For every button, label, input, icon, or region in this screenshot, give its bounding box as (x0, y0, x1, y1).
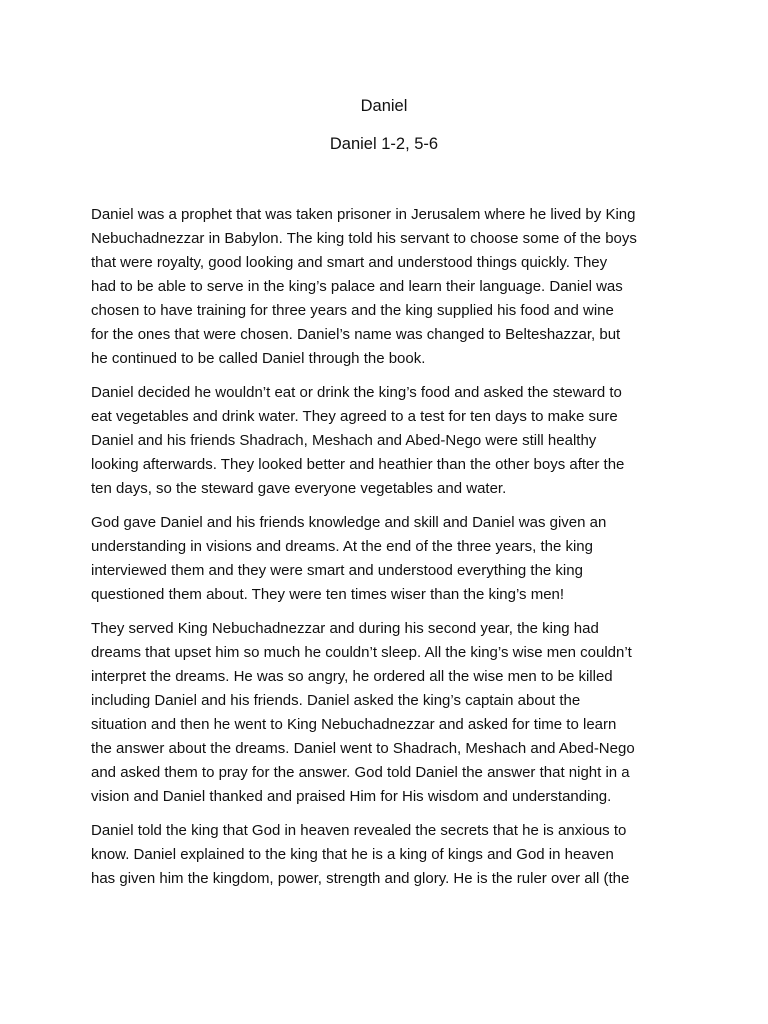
paragraph-5 (91, 819, 691, 891)
text-line: vision and Daniel thanked and praised Him for His wisdom and understanding. (91, 788, 612, 805)
paragraph-1 (91, 203, 691, 371)
paragraph-2 (91, 381, 691, 501)
text-line: questioned them about. They were ten times wiser than the king’s men! (91, 586, 565, 603)
text-line: Daniel decided he wouldn’t eat or drink the king’s food and asked the steward to (91, 384, 622, 401)
text-line: he continued to be called Daniel through the book. (91, 350, 426, 367)
text-line: Daniel and his friends Shadrach, Meshach and Abed-Nego were still healthy (91, 432, 597, 449)
text-line: the answer about the dreams. Daniel went to Shadrach, Meshach and Abed-Nego (91, 740, 635, 757)
text-line: Daniel was a prophet that was taken prisoner in Jerusalem where he lived by King (91, 206, 636, 223)
document-title: Daniel (360, 97, 408, 115)
text-line: Nebuchadnezzar in Babylon. The king told his servant to choose some of the boys (91, 230, 637, 247)
text-line: had to be able to serve in the king’s palace and learn their language. Daniel was (91, 278, 623, 295)
text-line: They served King Nebuchadnezzar and during his second year, the king had (91, 620, 599, 637)
text-line: has given him the kingdom, power, strength and glory. He is the ruler over all (the (91, 870, 630, 887)
text-line: looking afterwards. They looked better and heathier than the other boys after the (91, 456, 625, 473)
text-line: interpret the dreams. He was so angry, he ordered all the wise men to be killed (91, 668, 613, 685)
text-line: eat vegetables and drink water. They agreed to a test for ten days to make sure (91, 408, 618, 425)
text-line: situation and then he went to King Nebuchadnezzar and asked for time to learn (91, 716, 617, 733)
paragraph-4 (91, 617, 691, 809)
text-line: chosen to have training for three years and the king supplied his food and wine (91, 302, 614, 319)
document-subtitle: Daniel 1-2, 5-6 (329, 135, 439, 153)
text-line: that were royalty, good looking and smart and understood things quickly. They (91, 254, 608, 271)
text-line: understanding in visions and dreams. At the end of the three years, the king (91, 538, 593, 555)
paragraph-3 (91, 511, 691, 607)
document-body (91, 203, 691, 901)
text-line: including Daniel and his friends. Daniel asked the king’s captain about the (91, 692, 581, 709)
text-line: for the ones that were chosen. Daniel’s name was changed to Belteshazzar, but (91, 326, 621, 343)
text-line: know. Daniel explained to the king that he is a king of kings and God in heaven (91, 846, 614, 863)
text-line: ten days, so the steward gave everyone vegetables and water. (91, 480, 507, 497)
text-line: dreams that upset him so much he couldn’t sleep. All the king’s wise men couldn’t (91, 644, 632, 661)
text-line: and asked them to pray for the answer. God told Daniel the answer that night in a (91, 764, 630, 781)
text-line: interviewed them and they were smart and understood everything the king (91, 562, 583, 579)
text-line: Daniel told the king that God in heaven revealed the secrets that he is anxious to (91, 822, 627, 839)
text-line: God gave Daniel and his friends knowledge and skill and Daniel was given an (91, 514, 607, 531)
